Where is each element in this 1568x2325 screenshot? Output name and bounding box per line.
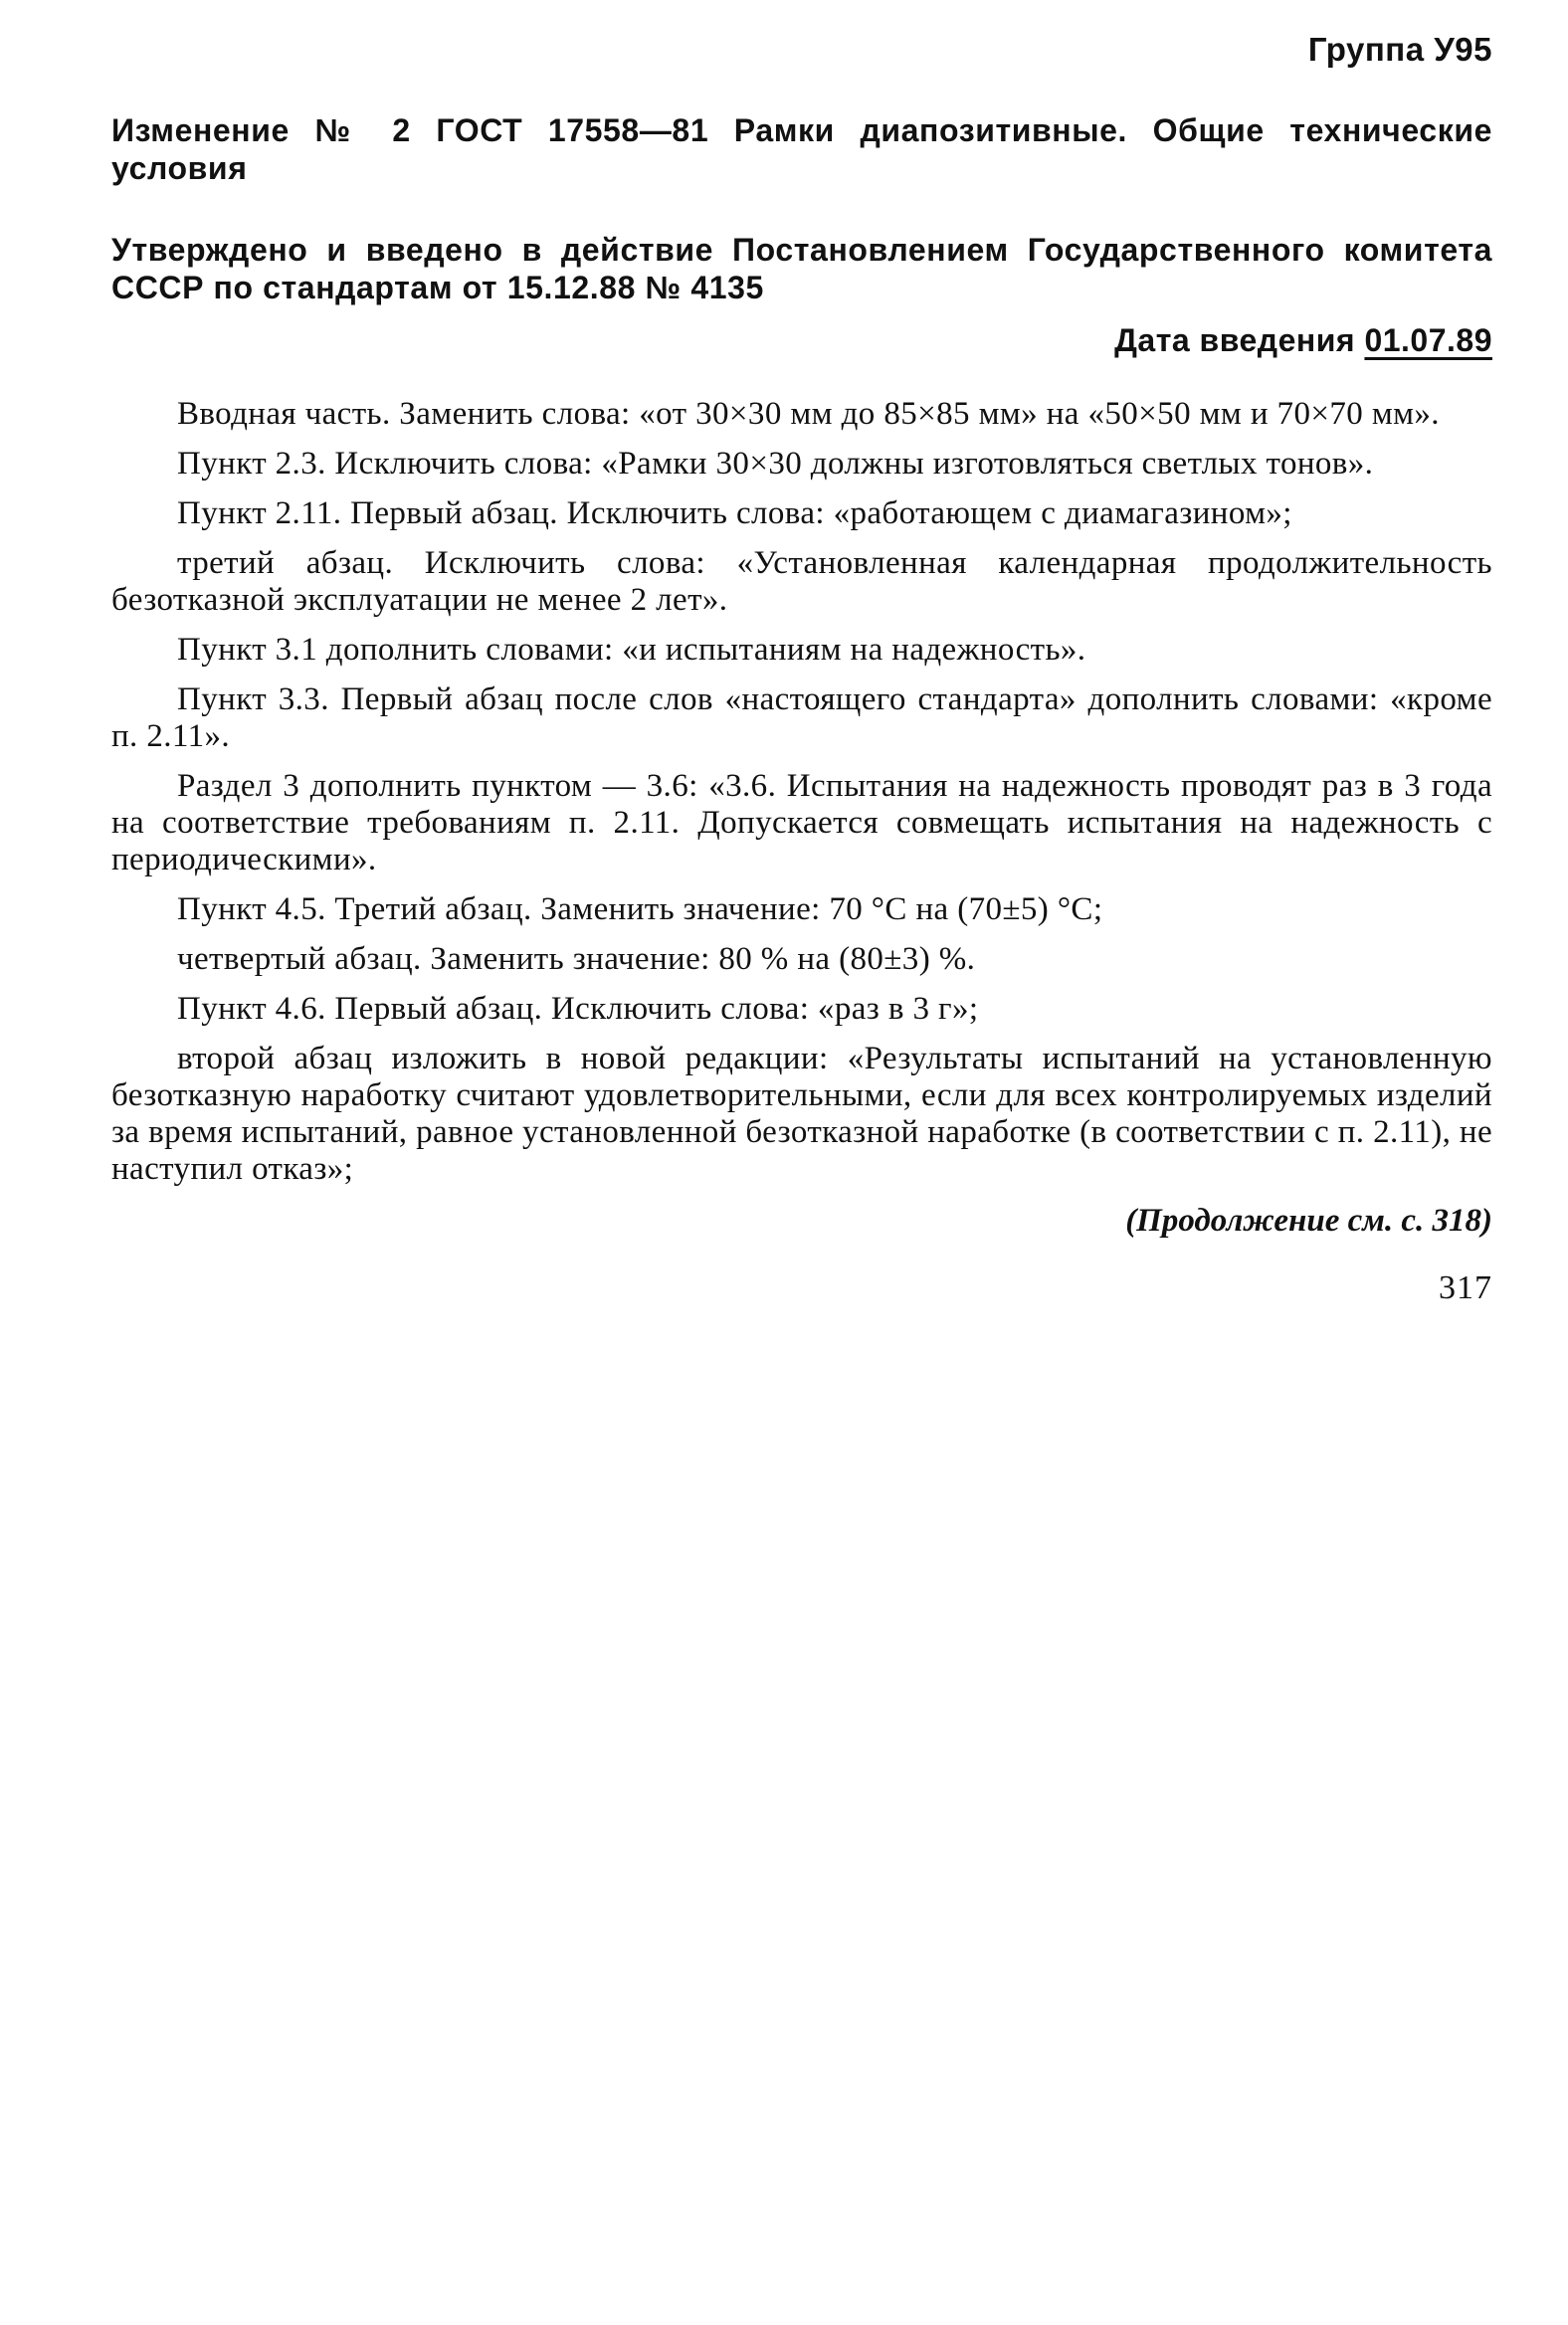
introduction-date-label: Дата введения [1114, 322, 1356, 358]
document-page [111, 28, 1492, 1308]
paragraph-item-4-5-fourth: четвертый абзац. Заменить значение: 80 % на (80±3) %. [177, 941, 976, 977]
paragraph-item-2-11: Пункт 2.11. Первый абзац. Исключить слова: «работающем с диамагазином»; [177, 495, 1292, 531]
paragraph-item-4-6: Пункт 4.6. Первый абзац. Исключить слова: «раз в 3 г»; [177, 991, 979, 1027]
paragraph-item-4-6-second: второй абзац изложить в новой редакции: «Результаты испытаний на установленную безотказную наработку считают удовлетворительными, если для всех контролируемых изделий за время испытаний, равное установленной безотказной наработке (в соответствии с п. 2.11), не наступил отказ»; [111, 1041, 1492, 1187]
page-number: 317 [1439, 1269, 1492, 1306]
continued-note: (Продолжение см. с. 318) [1125, 1203, 1492, 1239]
paragraph-item-2-3: Пункт 2.3. Исключить слова: «Рамки 30×30 должны изготовляться светлых тонов». [177, 446, 1374, 482]
paragraph-item-3-1: Пункт 3.1 дополнить словами: «и испытаниям на надежность». [177, 632, 1086, 668]
paragraph-section-3: Раздел 3 дополнить пунктом — 3.6: «3.6. Испытания на надежность проводят раз в 3 года на соответствие требованиям п. 2.11. Допускается совмещать испытания на надежность с периодическими». [111, 768, 1492, 877]
group-code: Группа У95 [1307, 31, 1492, 68]
approval-statement: Утверждено и введено в действие Постановлением Государственного комитета СССР по стандартам от 15.12.88 № 4135 [111, 232, 1492, 305]
introduction-date [111, 320, 1492, 360]
paragraph-item-4-5: Пункт 4.5. Третий абзац. Заменить значение: 70 °С на (70±5) °С; [177, 891, 1103, 927]
paragraph-item-3-3: Пункт 3.3. Первый абзац после слов «настоящего стандарта» дополнить словами: «кроме п. 2.11». [111, 681, 1492, 754]
document-title: Изменение № 2 ГОСТ 17558—81 Рамки диапозитивные. Общие технические условия [111, 112, 1492, 186]
paragraph-item-2-11-third: третий абзац. Исключить слова: «Установленная календарная продолжительность безотказной эксплуатации не менее 2 лет». [111, 545, 1492, 618]
amendment-body [111, 396, 1492, 1188]
introduction-date-value: 01.07.89 [1364, 322, 1492, 358]
paragraph-intro-part: Вводная часть. Заменить слова: «от 30×30 мм до 85×85 мм» на «50×50 мм и 70×70 мм». [177, 396, 1440, 432]
